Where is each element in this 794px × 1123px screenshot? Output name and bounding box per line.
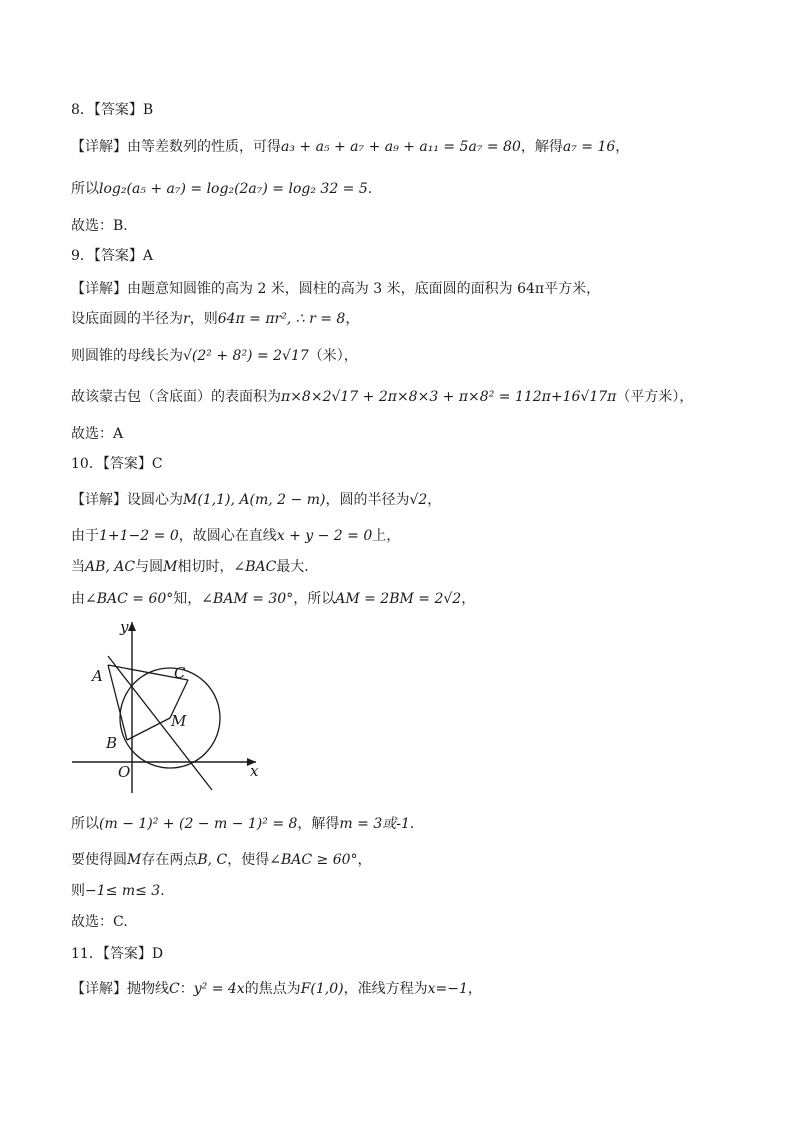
- q8-l2-math: log₂(a₅ + a₇) = log₂(2a₇) = log₂ 32 = 5: [99, 181, 368, 197]
- q10-l6-prefix: 要使得圆: [71, 852, 127, 868]
- q10-l4-math2: ∠BAM = 30°: [201, 591, 294, 607]
- q10-l6-math3: ∠BAC ≥ 60°: [269, 852, 358, 868]
- segment-mb: [127, 718, 170, 740]
- q10-detail-line4: [71, 590, 475, 608]
- q11-l1-math: C: [169, 981, 180, 997]
- q9-heading: 9．【答案】A: [71, 248, 154, 264]
- q10-l6-mid: 存在两点: [141, 852, 198, 868]
- q10-l4-mid2: ，所以: [293, 591, 336, 607]
- q8-heading: 8．【答案】B: [71, 102, 154, 118]
- q10-l2-prefix: 由于: [71, 528, 99, 544]
- label-x: x: [250, 762, 259, 780]
- q9-l2-prefix: 设底面圆的半径为: [71, 311, 183, 327]
- q10-l3-math: AB, AC: [85, 559, 136, 575]
- q9-l4-end: （平方米），: [616, 389, 694, 405]
- q10-l4-math3: AM = 2BM = 2√2: [335, 591, 462, 607]
- q10-detail-line2: [71, 527, 400, 545]
- q10-l3-math3: ∠BAC: [233, 559, 277, 575]
- q8-l1-mid: ，解得: [520, 139, 563, 155]
- q11-l1-math4: x=−1: [427, 981, 468, 997]
- q9-detail-line3: [71, 347, 358, 365]
- q10-l2-mid: ，故圆心在直线: [178, 528, 277, 544]
- q10-detail-line6: [71, 851, 372, 869]
- q10-l1-end: ，: [427, 492, 442, 508]
- q9-detail-line4: [71, 388, 693, 406]
- q9-detail-line1: 【详解】由题意知圆锥的高为 2 米，圆柱的高为 3 米，底面圆的面积为 64π平方米，: [71, 281, 601, 297]
- q10-detail-line3: [71, 558, 309, 576]
- q10-l6-math2: B, C: [197, 852, 228, 868]
- q9-l4-math: π×8×2√17 + 2π×8×3 + π×8² = 112π+16√17π: [281, 389, 617, 405]
- q10-detail-line7: [71, 882, 165, 900]
- q9-l2-mid: ，则: [189, 311, 218, 327]
- q9-conclusion: 故选：A: [71, 426, 124, 442]
- q10-l7-end: .: [160, 883, 165, 899]
- q11-l1-mid: ：: [179, 981, 194, 997]
- label-y: y: [120, 618, 129, 636]
- q10-l5-math2: m = 3或-1: [339, 816, 410, 832]
- q10-l4-end: ，: [461, 591, 476, 607]
- q10-conclusion: 故选：C.: [71, 914, 128, 930]
- q11-heading: 11．【答案】D: [71, 946, 164, 962]
- q10-l5-prefix: 所以: [71, 816, 99, 832]
- q10-l2-math: 1+1−2 = 0: [99, 528, 179, 544]
- q9-l3-end: （米），: [308, 348, 358, 364]
- y-axis-arrow: [128, 622, 136, 631]
- label-b: B: [106, 734, 118, 752]
- label-m: M: [171, 712, 187, 730]
- q10-l5-math: (m − 1)² + (2 − m − 1)² = 8: [99, 816, 298, 832]
- q11-l1-end: ，: [467, 981, 482, 997]
- q10-l1-mid: ，圆的半径为: [325, 492, 410, 508]
- q10-l7-math: −1≤ m≤ 3: [85, 883, 161, 899]
- q10-l4-mid: 知，: [173, 591, 202, 607]
- q9-l2-math: r: [183, 311, 190, 327]
- q10-l6-mid2: ，使得: [227, 852, 270, 868]
- q10-l3-prefix: 当: [71, 559, 85, 575]
- q8-detail-line1: [71, 138, 629, 156]
- q9-l2-end: ，: [345, 311, 360, 327]
- q11-l1-mid2: 的焦点为: [244, 981, 301, 997]
- q8-l2-prefix: 所以: [71, 181, 99, 197]
- q11-l1-math3: F(1,0): [300, 981, 344, 997]
- q9-l3-math: √(2² + 8²) = 2√17: [183, 348, 309, 364]
- q10-l3-mid2: 相切时，: [177, 559, 234, 575]
- q8-detail-line2: [71, 180, 372, 198]
- q9-l3-prefix: 则圆锥的母线长为: [71, 348, 183, 364]
- q10-l7-prefix: 则: [71, 883, 85, 899]
- q8-l1-prefix: 【详解】由等差数列的性质，可得: [71, 139, 281, 155]
- q8-l1-math2: a₇ = 16: [562, 139, 616, 155]
- q10-l5-mid: ，解得: [297, 816, 340, 832]
- q10-heading: 10．【答案】C: [71, 456, 163, 472]
- q9-detail-line2: [71, 310, 359, 328]
- q10-l6-math: M: [127, 852, 142, 868]
- q10-l3-mid: 与圆: [135, 559, 164, 575]
- label-a: A: [92, 667, 103, 685]
- q10-l1-math: M(1,1), A(m, 2 − m): [183, 492, 326, 508]
- label-c: C: [174, 664, 186, 682]
- q10-l4-prefix: 由: [71, 591, 85, 607]
- q10-l5-end: .: [409, 816, 415, 832]
- q10-detail-line5: [71, 815, 414, 833]
- q11-l1-mid3: ，准线方程为: [343, 981, 428, 997]
- q10-l4-math: ∠BAC = 60°: [85, 591, 174, 607]
- q10-l2-math2: x + y − 2 = 0: [276, 528, 373, 544]
- q10-l1-prefix: 【详解】设圆心为: [71, 492, 183, 508]
- circle-tangent-figure: [70, 618, 270, 798]
- q10-l2-end: 上，: [372, 528, 401, 544]
- label-o: O: [118, 763, 131, 781]
- q11-l1-math2: y² = 4x: [193, 981, 245, 997]
- q11-detail-line1: [71, 980, 482, 998]
- q8-conclusion: 故选：B.: [71, 218, 128, 234]
- q11-l1-prefix: 【详解】抛物线: [71, 981, 169, 997]
- q8-l1-math: a₃ + a₅ + a₇ + a₉ + a₁₁ = 5a₇ = 80: [281, 139, 521, 155]
- q10-l6-end: ，: [357, 852, 372, 868]
- q10-detail-line1: [71, 491, 441, 509]
- q10-l3-end: 最大.: [276, 559, 309, 575]
- q8-l2-end: .: [367, 181, 373, 197]
- q9-l4-prefix: 故该蒙古包（含底面）的表面积为: [71, 389, 281, 405]
- q8-l1-end: ，: [615, 139, 630, 155]
- q10-l3-math2: M: [163, 559, 178, 575]
- q9-l2-math2: 64π = πr², ∴ r = 8: [217, 311, 346, 327]
- q10-l1-math2: √2: [409, 492, 428, 508]
